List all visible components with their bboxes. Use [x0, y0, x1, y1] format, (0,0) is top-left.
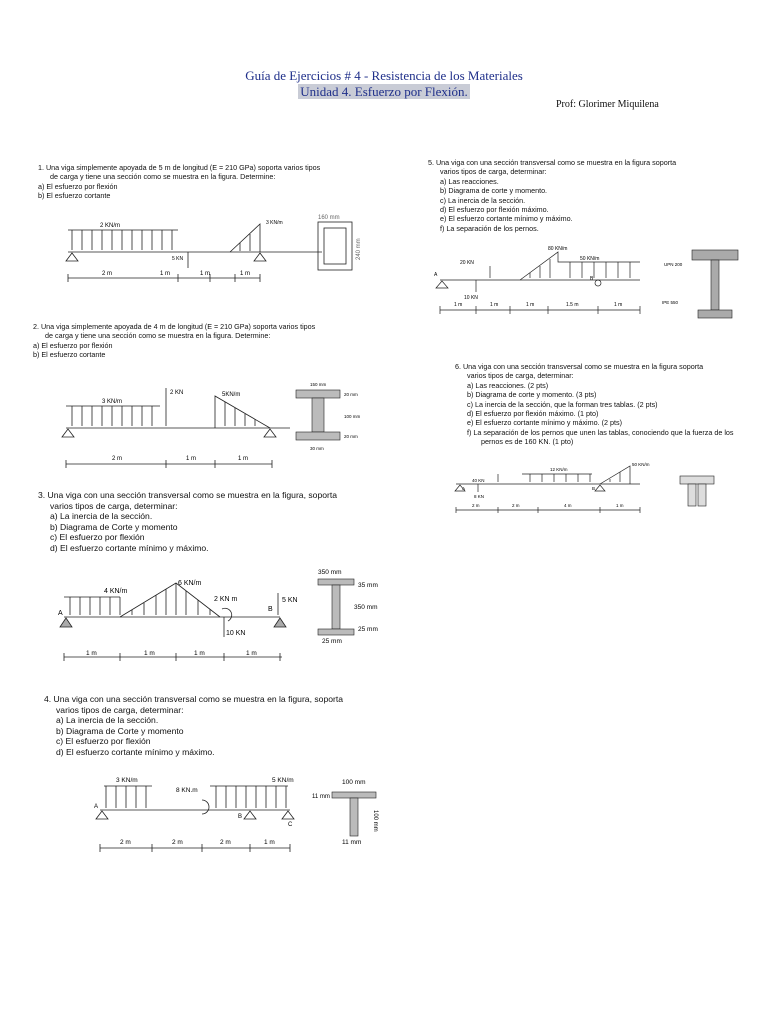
- load-label: 40 KN: [472, 478, 485, 483]
- problem-line: pernos es de 160 KN. (1 pto): [481, 437, 574, 447]
- load-label: 2 KN/m: [100, 223, 121, 229]
- dimension-label: 2 m: [512, 503, 520, 508]
- section-width-label: 160 mm: [318, 215, 340, 221]
- support-pin: [66, 253, 78, 261]
- problem-line: varios tipos de carga, determinar:: [467, 371, 574, 381]
- problem-line: c) El esfuerzo por flexión: [56, 736, 151, 747]
- moment-label: 8 KN.m: [176, 787, 198, 794]
- support-pin: [264, 429, 276, 437]
- load-label: 3 KN/m: [102, 399, 123, 405]
- three-plank-section: [680, 476, 714, 506]
- load-label: 80 KN/m: [548, 246, 568, 252]
- dimension-label: 2 m: [172, 839, 183, 846]
- dimension-label: 1 m: [240, 271, 251, 277]
- problem-line: f) La separación de los pernos.: [440, 223, 539, 233]
- dimension-label: 1 m: [238, 456, 249, 462]
- problem-line: a) Las reacciones.: [440, 176, 499, 186]
- section-label: 20 mm: [344, 392, 358, 397]
- load-label: 5 KN/m: [272, 777, 294, 784]
- section-label: UPN 200: [664, 262, 683, 267]
- problem-line: a) La inercia de la sección.: [56, 715, 159, 726]
- section-label: 11 mm: [312, 794, 330, 800]
- problem-line: b) El esfuerzo cortante: [33, 350, 106, 360]
- section-label: 30 mm: [310, 446, 324, 451]
- built-up-section: [692, 250, 738, 318]
- load-label: 3 KN/m: [266, 220, 283, 226]
- support-roller: [595, 280, 601, 286]
- problem-line: varios tipos de carga, determinar:: [56, 704, 184, 715]
- dimension-label: 2 m: [120, 839, 131, 846]
- problem-6-figure: [450, 460, 750, 522]
- dimension-label: 1 m: [200, 271, 211, 277]
- problem-line: f) La separación de los pernos que unen las tablas, conociendo que la fuerza de los: [467, 427, 734, 437]
- support-label: B: [590, 276, 594, 282]
- load-label: 10 KN: [226, 630, 246, 637]
- unit-title-text: Unidad 4. Esfuerzo por Flexión.: [300, 84, 468, 99]
- problem-3-figure: [56, 565, 396, 670]
- problem-line: de carga y tiene una sección como se muestra en la figura. Determine:: [50, 172, 276, 182]
- section-label: 11 mm: [342, 839, 362, 846]
- load-label: 12 KN/m: [550, 467, 568, 472]
- section-label: 100 mm: [344, 414, 361, 419]
- dimension-label: 1.5 m: [566, 302, 579, 308]
- section-label: IPE 550: [662, 300, 679, 305]
- problem-line: 2. Una viga simplemente apoyada de 4 m de longitud (E = 210 GPa) soporta varios tipos: [33, 322, 316, 331]
- problem-5-figure: [430, 238, 750, 326]
- problem-line: c) El esfuerzo por flexión: [50, 532, 145, 543]
- problem-line: varios tipos de carga, determinar:: [50, 500, 178, 511]
- problem-line: 3. Una viga con una sección transversal como se muestra en la figura, soporta: [38, 490, 338, 500]
- dimension-label: 1 m: [526, 302, 535, 308]
- dimension-label: 2 m: [102, 271, 113, 277]
- problem-5-text: [428, 158, 676, 233]
- problem-line: b) Diagrama de Corte y momento: [56, 725, 184, 736]
- load-label: 5KN/m: [222, 392, 241, 398]
- problem-1-text: [38, 163, 320, 201]
- dimension-label: 2 m: [220, 839, 231, 846]
- problem-line: a) Las reacciones. (2 pts): [467, 380, 549, 390]
- problem-line: 1. Una viga simplemente apoyada de 5 m de longitud (E = 210 GPa) soporta varios tipos: [38, 163, 321, 172]
- problem-4-text: [44, 694, 343, 758]
- load-label: 5 KN: [282, 597, 298, 604]
- problem-2-figure: [60, 378, 380, 476]
- unit-title: [0, 84, 768, 100]
- moment-arc: [202, 800, 209, 814]
- problem-line: a) El esfuerzo por flexión: [33, 340, 113, 350]
- problem-line: e) El esfuerzo cortante mínimo y máximo. (2 pts): [467, 418, 622, 428]
- load-label: 4 KN/m: [104, 588, 128, 595]
- support-label: C: [288, 822, 293, 828]
- professor-name: Prof: Glorimer Miquilena: [556, 99, 659, 110]
- guide-title: Guía de Ejercicios # 4 - Resistencia de los Materiales: [245, 68, 523, 83]
- support-label: A: [58, 610, 63, 617]
- section-label: 150 mm: [310, 382, 327, 387]
- i-section: [318, 579, 354, 635]
- support-pin: [254, 253, 266, 261]
- support-pin: [244, 811, 256, 819]
- dimension-label: 1 m: [490, 302, 499, 308]
- problem-line: c) La inercia de la sección, que la forman tres tablas. (2 pts): [467, 399, 658, 409]
- support-label: A: [94, 804, 99, 810]
- problem-line: varios tipos de carga, determinar:: [440, 167, 547, 177]
- section-label: 350 mm: [318, 569, 342, 576]
- dimension-label: 1 m: [616, 503, 624, 508]
- support-pin: [282, 811, 294, 819]
- moment-label: 2 KN m: [214, 596, 238, 603]
- t-section: [332, 792, 376, 836]
- problem-line: a) La inercia de la sección.: [50, 511, 153, 522]
- problem-line: a) El esfuerzo por flexión: [38, 181, 118, 191]
- support-label: B: [238, 814, 243, 820]
- support-pin: [60, 618, 72, 627]
- dimension-label: 1 m: [160, 271, 171, 277]
- support-label: A: [434, 272, 438, 278]
- section-label: 25 mm: [358, 626, 378, 633]
- section-height-label: 240 mm: [356, 238, 362, 260]
- problem-2-text: [33, 322, 315, 360]
- problem-line: b) El esfuerzo cortante: [38, 191, 111, 201]
- problem-line: d) El esfuerzo cortante mínimo y máximo.: [56, 746, 215, 757]
- problem-line: b) Diagrama de Corte y momento: [50, 521, 178, 532]
- load-label: 3 KN/m: [116, 777, 138, 784]
- problem-line: c) La inercia de la sección.: [440, 195, 526, 205]
- support-pin: [436, 281, 448, 288]
- problem-line: e) El esfuerzo cortante mínimo y máximo.: [440, 214, 573, 224]
- problem-line: d) El esfuerzo por flexión máximo. (1 pto): [467, 409, 599, 419]
- support-label: B: [592, 486, 596, 491]
- problem-line: d) El esfuerzo cortante mínimo y máximo.: [50, 542, 209, 553]
- problem-1-figure: [60, 210, 380, 290]
- moment-arc: [222, 608, 232, 621]
- problem-line: de carga y tiene una sección como se muestra en la figura. Determine:: [45, 331, 271, 341]
- dimension-label: 1 m: [246, 650, 257, 657]
- dimension-label: 4 m: [564, 503, 572, 508]
- problem-line: 6. Una viga con una sección transversal como se muestra en la figura soporta: [455, 362, 704, 371]
- problem-line: b) Diagrama de corte y momento. (3 pts): [467, 390, 597, 400]
- load-label: 50 KN/m: [632, 462, 650, 467]
- dimension-label: 1 m: [186, 456, 197, 462]
- dimension-label: 2 m: [472, 503, 480, 508]
- section-label: 100 mm: [372, 810, 378, 832]
- load-label: 20 KN: [460, 260, 474, 266]
- section-label: 350 mm: [354, 604, 378, 611]
- support-label: A: [462, 486, 466, 491]
- problem-line: b) Diagrama de corte y momento.: [440, 186, 548, 196]
- problem-line: 5. Una viga con una sección transversal como se muestra en la figura soporta: [428, 158, 677, 167]
- section-label: 35 mm: [358, 582, 378, 589]
- dimension-label: 1 m: [144, 650, 155, 657]
- problem-line: 4. Una viga con una sección transversal como se muestra en la figura, soporta: [44, 694, 344, 704]
- support-label: B: [268, 606, 273, 613]
- dimension-label: 1 m: [614, 302, 623, 308]
- load-label: 8 KN: [474, 494, 485, 499]
- dimension-label: 2 m: [112, 456, 123, 462]
- support-pin: [274, 618, 286, 627]
- load-label: 6 KN/m: [178, 580, 202, 587]
- dimension-label: 1 m: [454, 302, 463, 308]
- i-section: [296, 390, 340, 440]
- section-label: 20 mm: [344, 434, 358, 439]
- problem-6-text: [455, 362, 734, 447]
- support-pin: [62, 429, 74, 437]
- problem-4-figure: [92, 770, 402, 862]
- load-label: 5 KN: [172, 256, 184, 262]
- load-label: 2 KN: [170, 390, 184, 396]
- load-label: 50 KN/m: [580, 256, 600, 262]
- problem-3-text: [38, 490, 337, 554]
- support-pin: [96, 811, 108, 819]
- distributed-load-arrows: [72, 230, 172, 250]
- section-label: 25 mm: [322, 638, 342, 645]
- section-label: 100 mm: [342, 779, 366, 786]
- load-label: 10 KN: [464, 295, 478, 301]
- dimension-label: 1 m: [194, 650, 205, 657]
- support-pin: [595, 485, 605, 491]
- problem-line: d) El esfuerzo por flexión máximo.: [440, 205, 549, 215]
- dimension-label: 1 m: [264, 839, 275, 846]
- dimension-label: 1 m: [86, 650, 97, 657]
